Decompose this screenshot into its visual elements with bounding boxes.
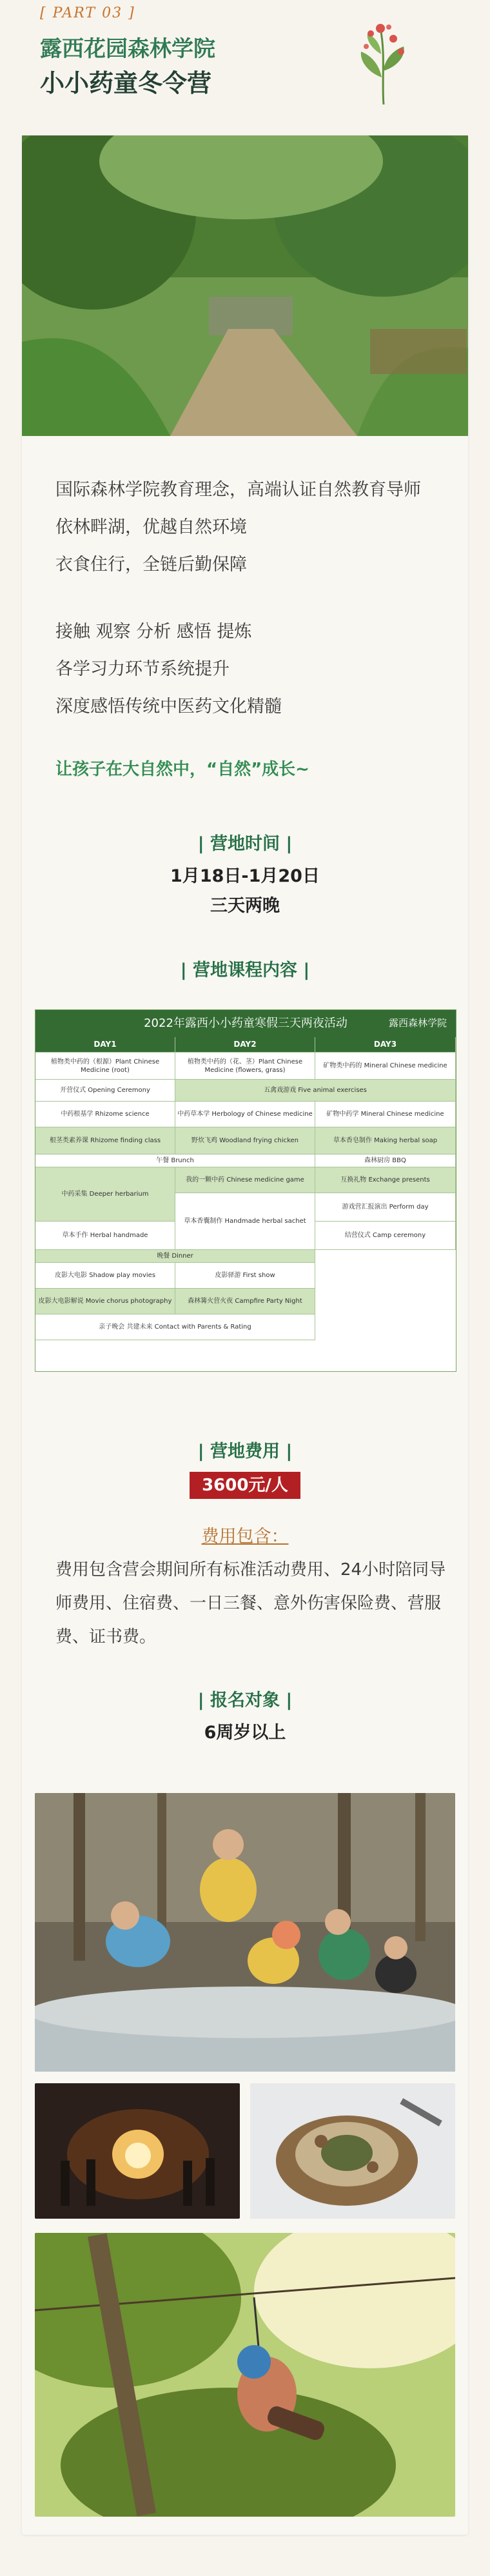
main-card: [22, 135, 468, 2535]
day2-header: DAY2: [175, 1037, 315, 1053]
day1-header: DAY1: [35, 1037, 175, 1053]
intro-line-3: 衣食住行，全链后勤保障: [55, 555, 247, 575]
school-title: 露西花园森林学院: [40, 36, 215, 62]
table-cell: 皮影驿游 First show: [175, 1263, 315, 1289]
learning-line-3: 深度感悟传统中医药文化精髓: [55, 697, 282, 717]
table-cell: 开营仪式 Opening Ceremony: [35, 1080, 175, 1102]
slogan: 让孩子在大自然中，“自然”成长~: [55, 760, 309, 779]
camp-time-title: | 营地时间 |: [197, 834, 293, 854]
schedule-title: 2022年露西小小药童寒假三天两夜活动: [35, 1010, 456, 1037]
table-cell: 亲子晚会 共建未来 Contact with Parents & Rating: [35, 1314, 315, 1340]
table-cell: 皮影大电影 Shadow play movies: [35, 1263, 175, 1289]
table-cell: 草本手作 Herbal handmade: [35, 1222, 175, 1250]
kids-forest-photo: [35, 1793, 455, 2072]
intro-line-1: 国际森林学院教育理念，高端认证自然教育导师: [55, 480, 421, 500]
price-badge: 3600元/人: [190, 1472, 300, 1499]
herb-basket-photo: [250, 2083, 455, 2219]
course-title: | 营地课程内容 |: [180, 960, 310, 980]
schedule-table: [35, 1009, 456, 1372]
table-cell: 草本香皂制作 Making herbal soap: [315, 1127, 456, 1154]
fee-include-text: 费用包含营会期间所有标准活动费用、24小时陪同导师费用、住宿费、一日三餐、意外伤害保险费、营服费、证书费。: [55, 1560, 446, 1647]
fee-include-title: 费用包含：: [201, 1527, 289, 1547]
table-cell: 野炊飞鸡 Woodland frying chicken: [175, 1127, 315, 1154]
table-cell: 互换礼物 Exchange presents: [315, 1167, 456, 1193]
forest-hero-image: [22, 135, 468, 436]
herb-flower-icon: [348, 15, 419, 106]
zipline-photo: [35, 2233, 455, 2517]
table-cell: 我的一颗中药 Chinese medicine game: [175, 1167, 315, 1193]
camp-title: 小小药童冬令营: [40, 69, 212, 97]
camp-dates: 1月18日-1月20日: [170, 866, 320, 886]
table-cell: 晚餐 Dinner: [35, 1250, 315, 1263]
day3-header: DAY3: [315, 1037, 456, 1053]
schedule-logo: 露西森林学院: [388, 1017, 447, 1029]
table-cell: 矿物中药学 Mineral Chinese medicine: [315, 1102, 456, 1127]
part-label: [ PART 03 ]: [40, 5, 135, 21]
table-cell: 皮影大电影解说 Movie chorus photography: [35, 1289, 175, 1314]
table-cell: 森林厨房 BBQ: [315, 1154, 456, 1167]
page-header: [0, 0, 490, 135]
camp-duration: 三天两晚: [210, 896, 280, 916]
table-cell: 中药采集 Deeper herbarium: [35, 1167, 175, 1222]
table-cell: 草本香囊制作 Handmade herbal sachet: [175, 1193, 315, 1250]
table-cell: 结营仪式 Camp ceremony: [315, 1222, 456, 1250]
table-cell: 根茎类素养课 Rhizome finding class: [35, 1127, 175, 1154]
campfire-photo: [35, 2083, 240, 2219]
table-cell: 游戏营汇报演出 Perform day: [315, 1193, 456, 1222]
table-cell: 五禽戏游戏 Five animal exercises: [175, 1080, 456, 1102]
learning-line-2: 各学习力环节系统提升: [55, 659, 230, 679]
table-cell: 森林篝火营火夜 Campfire Party Night: [175, 1289, 315, 1314]
table-cell: 植物类中药的（花、茎）Plant Chinese Medicine (flowers, grass): [175, 1053, 315, 1080]
enroll-target: 6周岁以上: [204, 1723, 286, 1743]
table-cell: 中药根基学 Rhizome science: [35, 1102, 175, 1127]
table-cell: 植物类中药的（根源）Plant Chinese Medicine (root): [35, 1053, 175, 1080]
table-cell: 午餐 Brunch: [35, 1154, 315, 1167]
learning-line-1: 接触 观察 分析 感悟 提炼: [55, 622, 252, 642]
intro-line-2: 依林畔湖，优越自然环境: [55, 517, 247, 537]
enroll-title: | 报名对象 |: [197, 1690, 293, 1710]
fee-title: | 营地费用 |: [197, 1442, 293, 1461]
table-cell: 矿物类中药的 Mineral Chinese medicine: [315, 1053, 456, 1080]
table-cell: 中药草本学 Herbology of Chinese medicine: [175, 1102, 315, 1127]
